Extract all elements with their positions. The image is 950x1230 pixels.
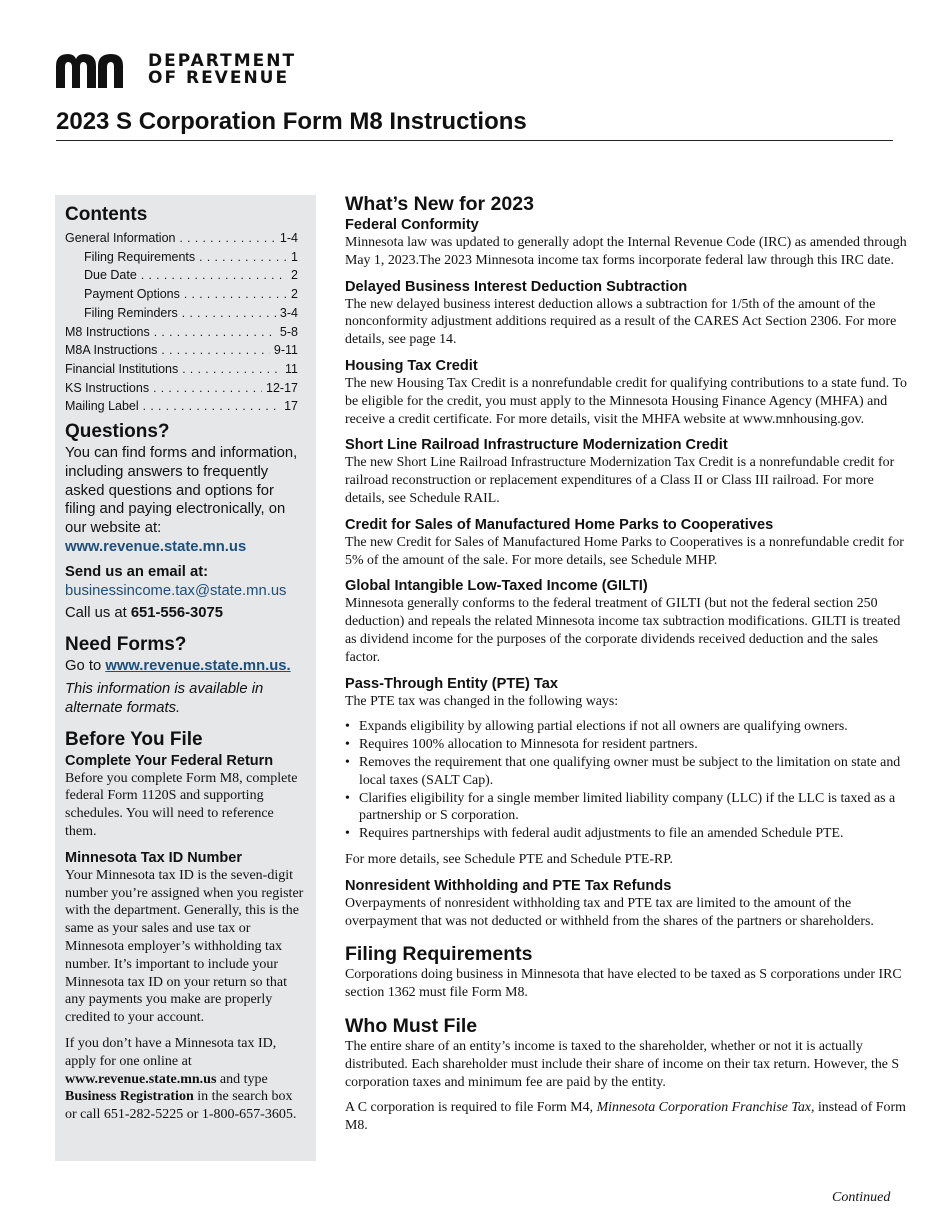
toc-leader-dots: [141, 266, 287, 285]
pte-bullet-item: • Requires partnerships with federal audit adjustments to file an amended Schedule PTE.: [345, 825, 910, 843]
toc-entry-label: M8A Instructions: [65, 343, 158, 358]
toc-entry-page: 3-4: [279, 305, 298, 320]
tax-id-heading: Minnesota Tax ID Number: [65, 849, 242, 866]
who-must-file-heading: Who Must File: [345, 1014, 478, 1037]
questions-text: You can find forms and information, including answers to frequently asked questions and options for filing and paying electronically, on our website at:: [65, 445, 298, 537]
toc-entry: [65, 248, 306, 267]
filing-requirements-text: Corporations doing business in Minnesota that have elected to be taxed as S corporations under IRC section 1362 must file Form M8.: [345, 967, 902, 1001]
toc-leader-dots: [184, 285, 287, 304]
sidebar-panel: [55, 195, 316, 1161]
need-forms-heading: Need Forms?: [65, 634, 187, 656]
toc-entry-page: 12-17: [266, 380, 298, 395]
pte-intro: The PTE tax was changed in the following ways:: [345, 693, 619, 709]
section-heading: Delayed Business Interest Deduction Subtraction: [345, 278, 688, 295]
title-divider: [56, 140, 893, 141]
section-text: The new delayed business interest deduction allows a subtraction for 1/5th of the amount of the nonconformity adjustment additions required as a result of the CARES Act Section 2306. For more details, see page 14.: [345, 296, 897, 348]
pte-bullet-item: • Expands eligibility by allowing partial elections if not all owners are qualifying owners.: [345, 718, 910, 736]
before-you-file-heading: Before You File: [65, 728, 203, 750]
toc-entry-page: 17: [284, 399, 298, 414]
call-prefix: Call us at: [65, 605, 127, 622]
phone-number: 651-556-3075: [130, 605, 223, 622]
forms-link[interactable]: www.revenue.state.mn.us.: [105, 658, 291, 675]
toc-leader-dots: [143, 397, 280, 416]
business-registration-term: Business Registration: [65, 1089, 194, 1105]
federal-return-heading: Complete Your Federal Return: [65, 752, 274, 769]
c-corp-text-1: A C corporation is required to file Form M4,: [345, 1100, 594, 1116]
toc-entry-label: General Information: [65, 231, 176, 245]
email-label: Send us an email at:: [65, 563, 209, 580]
nonresident-text: Overpayments of nonresident withholding tax and PTE tax are limited to the amount of the overpayment that was not deducted or withheld from the shares of the partners or shareholders.: [345, 895, 874, 929]
main-content: [345, 192, 910, 1135]
dept-line-2: OF REVENUE: [148, 68, 290, 88]
section-heading: Credit for Sales of Manufactured Home Parks to Cooperatives: [345, 516, 774, 533]
toc-entry-label: Due Date: [84, 268, 137, 283]
section-text: Minnesota generally conforms to the federal treatment of GILTI (but not the federal section 250 deduction) and repeals the related Minnesota income tax subtraction modifications. GILTI is treated as dividend income for the purposes of the corporate dividends received deduction and the sales factor.: [345, 596, 901, 665]
apply-text: [65, 1035, 306, 1124]
mn-logo-icon: [56, 52, 136, 88]
toc-entry: [65, 285, 306, 304]
tax-id-text: Your Minnesota tax ID is the seven-digit number you’re assigned when you register with the department. Generally, this is the same as your sales and use tax or Minnesota employer’s withholding tax number. It’s important to include your Minnesota tax ID on your return so that any payments you make are properly credited to your account.: [65, 867, 304, 1026]
c-corporation-text: [345, 1099, 910, 1135]
toc-entry: [65, 397, 306, 416]
pte-bullet-item: • Clarifies eligibility for a single member limited liability company (LLC) if the LLC is taxed as a partnership or S corporation.: [345, 790, 910, 826]
section-heading: Federal Conformity: [345, 217, 479, 233]
pte-bullet-item: • Removes the requirement that one qualifying owner must be subject to the limitation on state and local taxes (SALT Cap).: [345, 754, 910, 790]
toc-entry-label: Filing Reminders: [84, 305, 178, 320]
toc-entry: [65, 360, 306, 379]
alt-formats-text: This information is available in alternate formats.: [65, 681, 264, 716]
toc-entry-page: 2: [291, 287, 298, 302]
toc-leader-dots: [182, 304, 276, 323]
toc-entry-label: Filing Requirements: [84, 249, 196, 264]
section-heading: Short Line Railroad Infrastructure Modernization Credit: [345, 437, 728, 454]
toc-entry-label: Mailing Label: [65, 399, 139, 414]
document-title: 2023 S Corporation Form M8 Instructions: [56, 108, 527, 135]
toc-entry-page: 1: [291, 249, 298, 264]
email-link[interactable]: businessincome.tax@state.mn.us: [65, 582, 287, 599]
section-heading: Housing Tax Credit: [345, 357, 478, 374]
toc-leader-dots: [182, 360, 281, 379]
toc-entry: [65, 304, 306, 323]
questions-heading: Questions?: [65, 421, 170, 443]
table-of-contents: [65, 229, 306, 416]
toc-leader-dots: [154, 323, 276, 342]
continued-note: Continued: [832, 1190, 891, 1205]
toc-entry-label: M8 Instructions: [65, 324, 150, 339]
nonresident-heading: Nonresident Withholding and PTE Tax Refunds: [345, 877, 672, 894]
toc-entry-page: 9-11: [273, 343, 298, 358]
contents-heading: Contents: [65, 204, 148, 225]
toc-entry: [65, 341, 306, 360]
toc-entry-label: KS Instructions: [65, 380, 150, 395]
toc-entry-page: 2: [291, 268, 298, 283]
toc-leader-dots: [153, 379, 262, 398]
toc-leader-dots: [161, 341, 270, 360]
toc-leader-dots: [179, 229, 275, 248]
section-text: The new Credit for Sales of Manufactured Home Parks to Cooperatives is a nonrefundable credit for 5% of the amount of the sale. For more details, see Schedule MHP.: [345, 534, 904, 568]
toc-entry-label: Financial Institutions: [65, 361, 179, 376]
toc-entry: [65, 266, 306, 285]
apply-text-1: If you don’t have a Minnesota tax ID, apply for one online at: [65, 1035, 277, 1069]
toc-entry: [65, 229, 306, 248]
section-heading: Global Intangible Low-Taxed Income (GILTI): [345, 578, 648, 595]
toc-entry-page: 1-4: [279, 231, 298, 245]
whats-new-heading: What’s New for 2023: [345, 193, 534, 215]
c-corp-form-name: Minnesota Corporation Franchise Tax,: [596, 1100, 815, 1116]
pte-outro: For more details, see Schedule PTE and Schedule PTE-RP.: [345, 851, 673, 867]
apply-text-3: in the search box or call 651-282-5225 or 1-800-657-3605.: [65, 1089, 297, 1123]
section-text: The new Housing Tax Credit is a nonrefundable credit for qualifying contributions to a state fund. To be eligible for the credit, you must apply to the Minnesota Housing Finance Agency (MHFA) and receive a credit certificate. For more details, visit the MHFA website at www.mnhousing.gov.: [345, 375, 907, 427]
pte-heading: Pass-Through Entity (PTE) Tax: [345, 675, 558, 692]
filing-requirements-heading: Filing Requirements: [345, 943, 533, 966]
section-text: Minnesota law was updated to generally adopt the Internal Revenue Code (IRC) as amended through May 1, 2023.The 2023 Minnesota income tax forms incorporate federal law through this IRC date.: [345, 235, 907, 268]
toc-entry: [65, 379, 306, 398]
apply-link[interactable]: www.revenue.state.mn.us: [65, 1071, 217, 1087]
website-link[interactable]: www.revenue.state.mn.us: [65, 539, 247, 556]
federal-return-text: Before you complete Form M8, complete federal Form 1120S and supporting schedules. You will need to reference them.: [65, 770, 298, 839]
c-corp-text-2: instead of Form M8.: [345, 1100, 906, 1134]
toc-entry-page: 11: [285, 361, 298, 376]
toc-leader-dots: [199, 248, 287, 267]
toc-entry-label: Payment Options: [84, 287, 180, 302]
go-to-text: Go to: [65, 658, 102, 675]
mn-revenue-logo: [56, 52, 296, 88]
toc-entry-page: 5-8: [279, 324, 298, 339]
dept-line-1: DEPARTMENT: [148, 51, 297, 71]
who-must-file-text: The entire share of an entity’s income is taxed to the shareholder, whether or not it is actually distributed. Each shareholder must include their share of income on their tax return. However, the S corporation taxes and minimum fee are paid by the entity.: [345, 1038, 900, 1090]
whats-new-sections: [345, 216, 910, 667]
pte-bullet-item: • Requires 100% allocation to Minnesota for resident partners.: [345, 736, 910, 754]
toc-entry: [65, 323, 306, 342]
pte-bullet-list: [345, 718, 910, 843]
section-text: The new Short Line Railroad Infrastructure Modernization Tax Credit is a nonrefundable credit for railroad reconstruction or replacement expenditures of a Class II or Class III railroad. For more details, see Schedule RAIL.: [345, 455, 895, 506]
apply-text-2: and type: [219, 1071, 268, 1087]
